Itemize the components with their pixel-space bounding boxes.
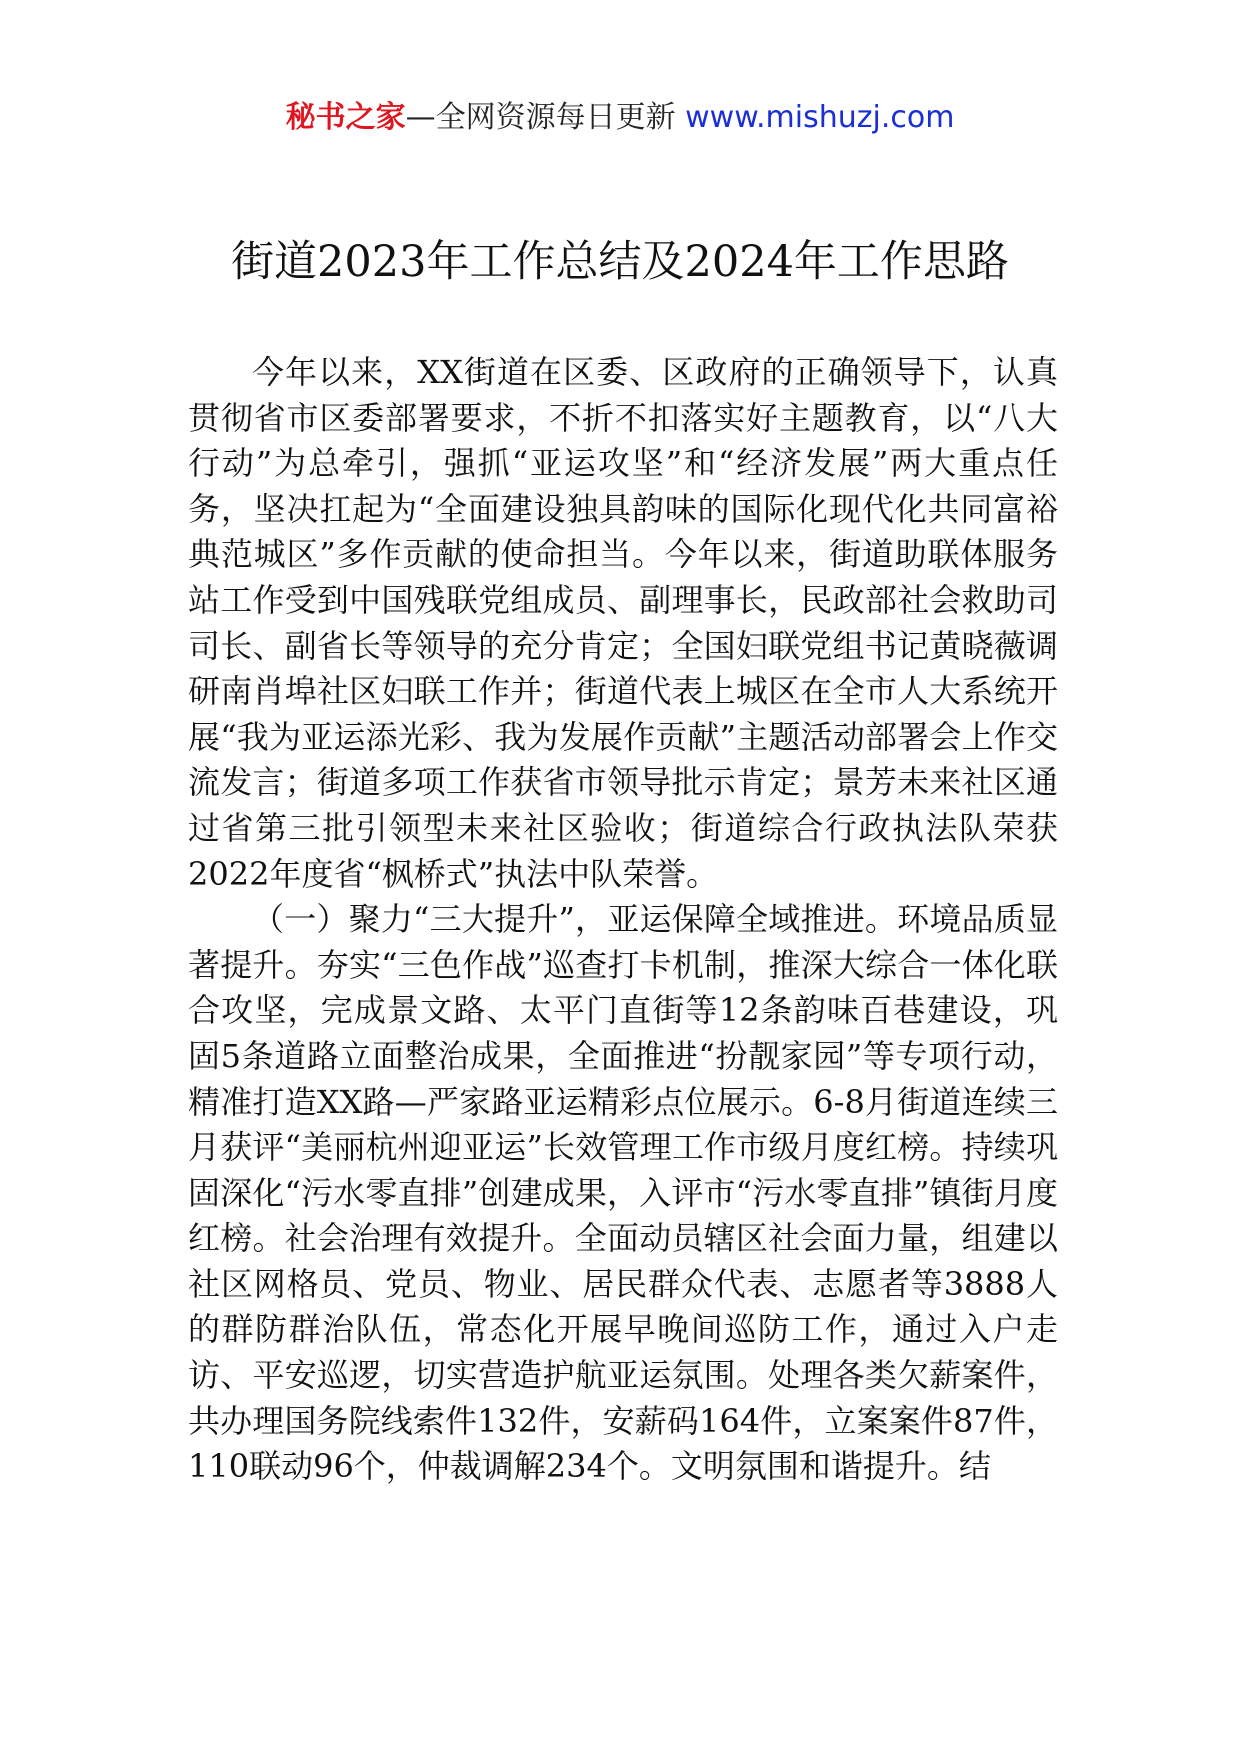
document-body bbox=[188, 350, 1058, 1490]
site-url-link[interactable]: www.mishuzj.com bbox=[685, 100, 955, 135]
paragraph-intro: 今年以来，XX街道在区委、区政府的正确领导下，认真贯彻省市区委部署要求，不折不扣落实好主题教育，以“八大行动”为总牵引，强抓“亚运攻坚”和“经济发展”两大重点任务，坚决扛起为“全面建设独具韵味的国际化现代化共同富裕典范城区”多作贡献的使命担当。今年以来，街道助联体服务站工作受到中国残联党组成员、副理事长，民政部社会救助司司长、副省长等领导的充分肯定；全国妇联党组书记黄晓薇调研南肖埠社区妇联工作并；街道代表上城区在全市人大系统开展“我为亚运添光彩、我为发展作贡献”主题活动部署会上作交流发言；街道多项工作获省市领导批示肯定；景芳未来社区通过省第三批引领型未来社区验收；街道综合行政执法队荣获2022年度省“枫桥式”执法中队荣誉。 bbox=[188, 353, 1058, 893]
site-header bbox=[0, 98, 1240, 138]
document-title: 街道2023年工作总结及2024年工作思路 bbox=[231, 237, 1009, 287]
paragraph-section-1: （一）聚力“三大提升”，亚运保障全域推进。环境品质显著提升。夯实“三色作战”巡查打卡机制，推深大综合一体化联合攻坚，完成景文路、太平门直街等12条韵味百巷建设，巩固5条道路立面整治成果，全面推进“扮靓家园”等专项行动，精准打造XX路—严家路亚运精彩点位展示。6-8月街道连续三月获评“美丽杭州迎亚运”长效管理工作市级月度红榜。持续巩固深化“污水零直排”创建成果，入评市“污水零直排”镇街月度红榜。社会治理有效提升。全面动员辖区社会面力量，组建以社区网格员、党员、物业、居民群众代表、志愿者等3888人的群防群治队伍，常态化开展早晚间巡防工作，通过入户走访、平安巡逻，切实营造护航亚运氛围。处理各类欠薪案件，共办理国务院线索件132件，安薪码164件，立案案件87件，110联动96个，仲裁调解234个。文明氛围和谐提升。结 bbox=[188, 900, 1058, 1486]
header-tagline: —全网资源每日更新 bbox=[405, 100, 676, 135]
brand-name: 秘书之家 bbox=[285, 100, 406, 135]
